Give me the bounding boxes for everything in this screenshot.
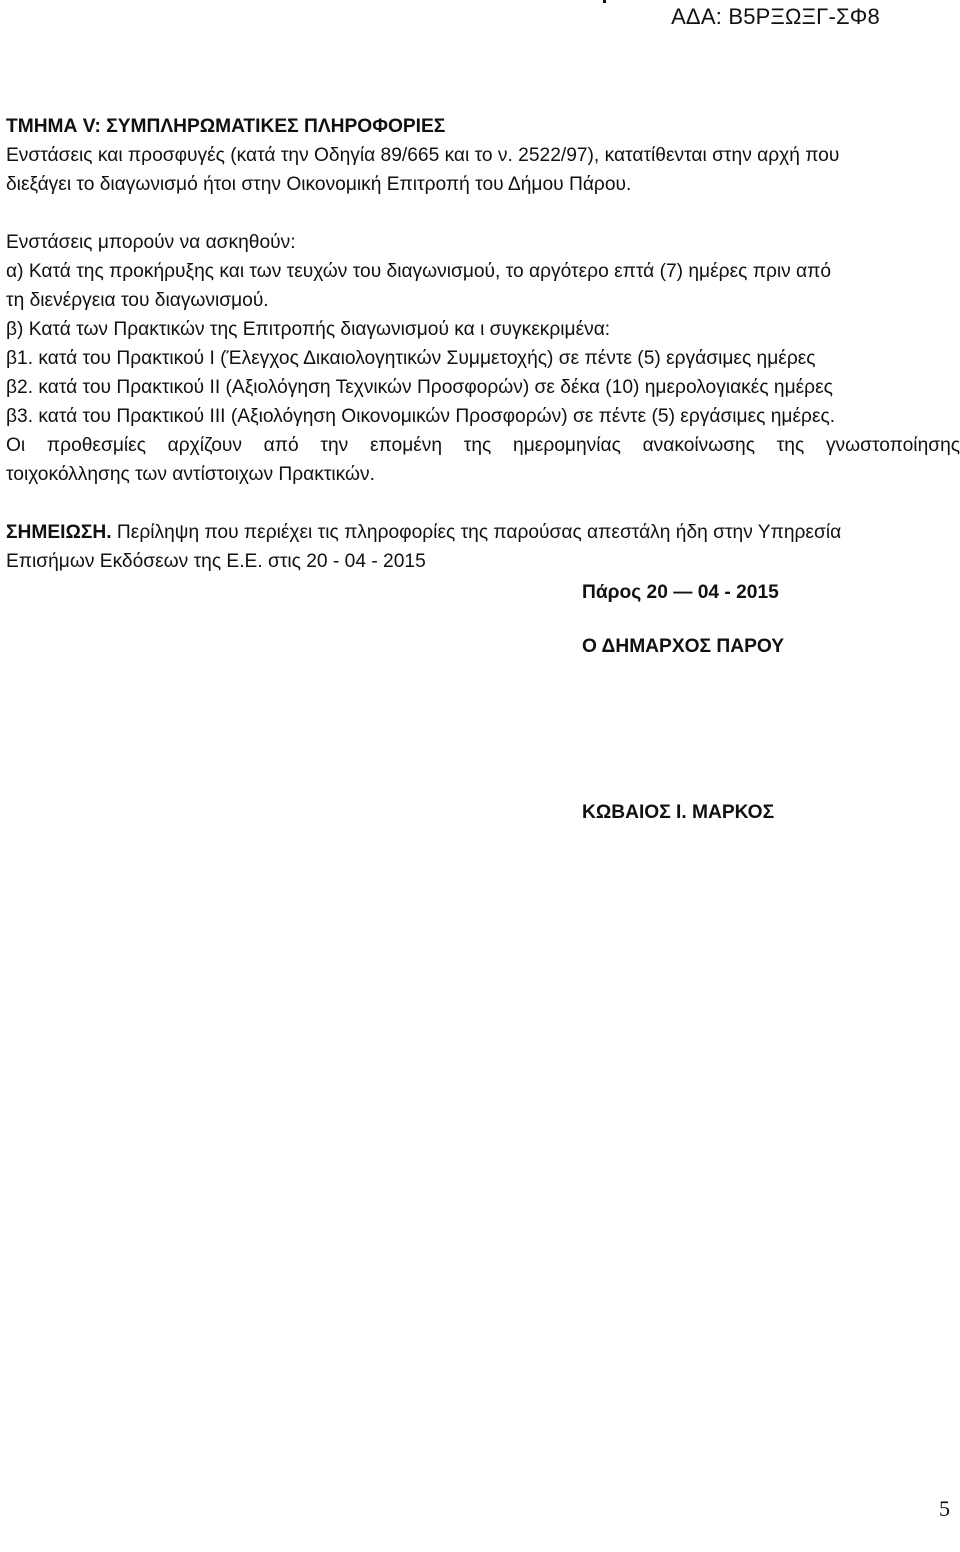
intro-line-2: διεξάγει το διαγωνισμό ήτοι στην Οικονομική Επιτροπή του Δήμου Πάρου. <box>6 174 632 195</box>
note-label: ΣΗΜΕΙΩΣΗ. <box>6 522 112 543</box>
ada-identifier: ΑΔΑ: Β5ΡΞΩΞΓ-ΣΦ8 <box>671 4 880 29</box>
spacer <box>6 199 960 228</box>
item-b: β) Κατά των Πρακτικών της Επιτροπής διαγωνισμού κα ι συγκεκριμένα: <box>6 319 611 340</box>
document-body <box>6 112 960 576</box>
item-b1: β1. κατά του Πρακτικού Ι (Έλεγχος Δικαιολογητικών Συμμετοχής) σε πέντε (5) εργάσιμες ημέρες <box>6 348 816 369</box>
section-heading: ΤΜΗΜΑ V: ΣΥΜΠΛΗΡΩΜΑΤΙΚΕΣ ΠΛΗΡΟΦΟΡΙΕΣ <box>6 116 446 137</box>
note-line-1 <box>6 518 960 547</box>
deadlines-line-1: Οι προθεσμίες αρχίζουν από την επομένη της ημερομηνίας ανακοίνωσης της γνωστοποίησης <box>6 435 960 456</box>
item-a-line-2: τη διενέργεια του διαγωνισμού. <box>6 290 269 311</box>
signature-title: Ο ΔΗΜΑΡΧΟΣ ΠΑΡΟΥ <box>582 636 785 657</box>
deadlines-line-2: τοιχοκόλλησης των αντίστοιχων Πρακτικών. <box>6 464 375 485</box>
note-line-2: Επισήμων Εκδόσεων της Ε.Ε. στις 20 - 04 - 2015 <box>6 551 426 572</box>
item-b3: β3. κατά του Πρακτικού ΙΙΙ (Αξιολόγηση Οικονομικών Προσφορών) σε πέντε (5) εργάσιμες ημέρες. <box>6 406 836 427</box>
top-edge-mark <box>603 0 606 3</box>
item-a-line-1: α) Κατά της προκήρυξης και των τευχών του διαγωνισμού, το αργότερο επτά (7) ημέρες πριν από <box>6 261 832 282</box>
signature-name: ΚΩΒΑΙΟΣ Ι. ΜΑΡΚΟΣ <box>582 802 775 823</box>
signature-place-date: Πάρος 20 — 04 - 2015 <box>582 582 779 603</box>
objections-title: Ενστάσεις μπορούν να ασκηθούν: <box>6 232 296 253</box>
note-line-1-text: Περίληψη που περιέχει τις πληροφορίες της παρούσας απεστάλη ήδη στην Υπηρεσία <box>111 522 842 543</box>
page-number: 5 <box>939 1496 950 1521</box>
intro-line-1: Ενστάσεις και προσφυγές (κατά την Οδηγία 89/665 και το ν. 2522/97), κατατίθενται στην αρχή που <box>6 145 840 166</box>
item-b2: β2. κατά του Πρακτικού ΙΙ (Αξιολόγηση Τεχνικών Προσφορών) σε δέκα (10) ημερολογιακές ημέρες <box>6 377 833 398</box>
spacer <box>6 489 960 518</box>
